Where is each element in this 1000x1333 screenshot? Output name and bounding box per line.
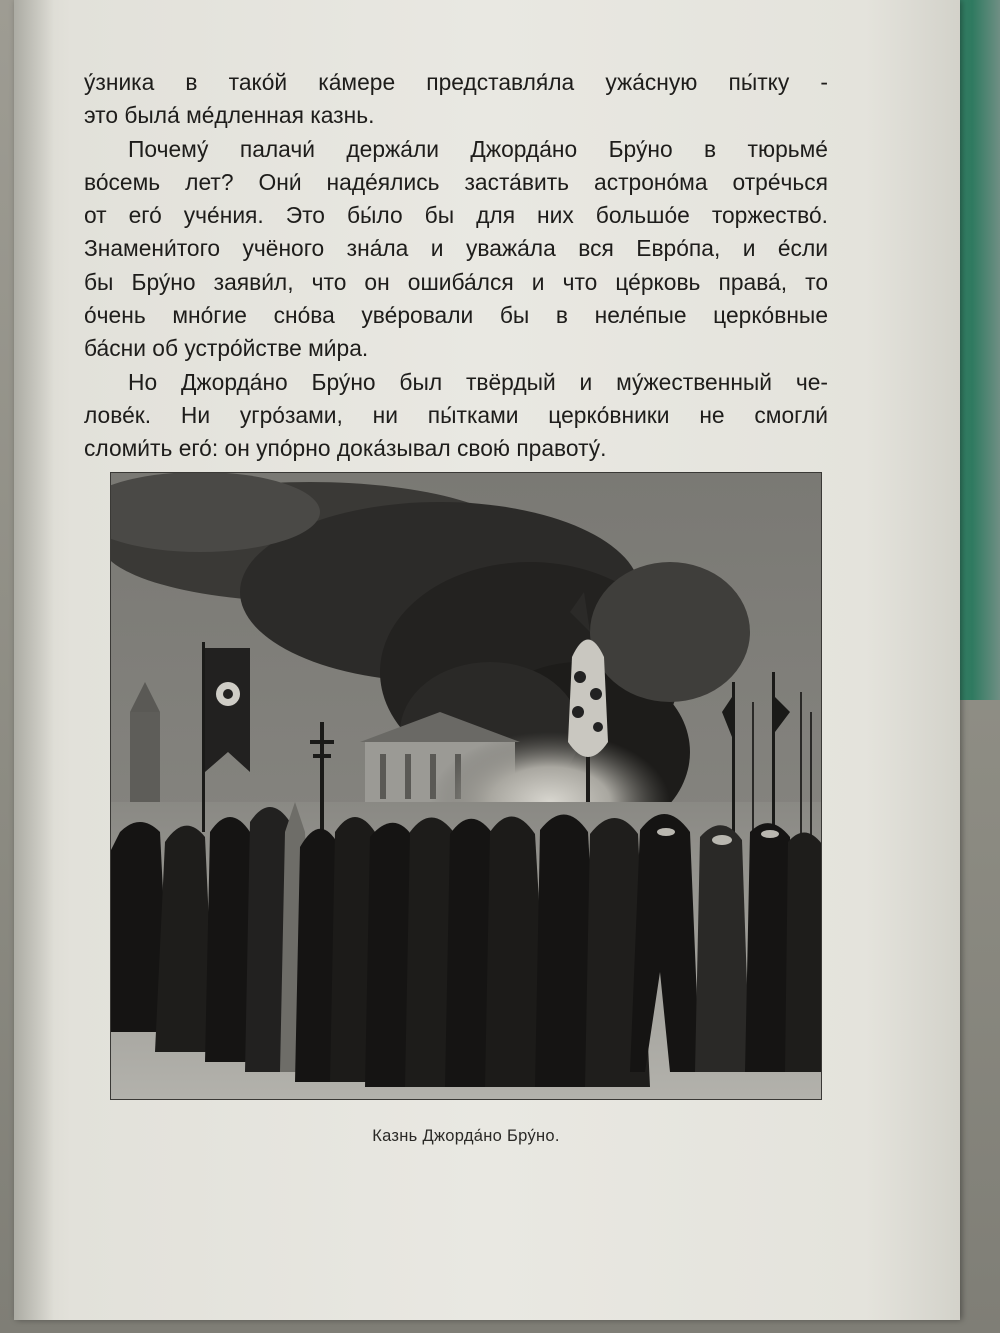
crowd xyxy=(110,802,822,1087)
execution-illustration xyxy=(110,472,822,1100)
text-line: бы Бру́но заяви́л, что он ошиба́лся и что це́рковь права́, то xyxy=(84,268,828,295)
text-line: лове́к. Ни угро́зами, ни пы́тками церко́вники не смогли́ xyxy=(84,401,828,428)
text-line: о́чень мно́гие сно́ва уве́ровали бы в неле́пые церко́вные xyxy=(84,302,828,329)
text-line: у́зника в тако́й ка́мере представля́ла ужа́сную пы́тку - xyxy=(84,69,828,95)
text-line: во́семь лет? Они́ наде́ялись заста́вить астроно́ма отре́чься xyxy=(84,168,828,195)
page-gutter-shadow xyxy=(14,0,54,1320)
body-text xyxy=(84,66,828,466)
text-line: от его́ уче́ния. Это бы́ло бы для них большо́е торжество́. xyxy=(84,202,828,229)
text-line: Почему́ палачи́ держа́ли Джорда́но Бру́но в тюрьме́ xyxy=(128,135,828,162)
illustration-caption: Казнь Джорда́но Бру́но. xyxy=(372,1127,560,1145)
text-line: ба́сни об устро́йстве ми́ра. xyxy=(84,335,369,362)
text-line: сломи́ть его́: он упо́рно дока́зывал свою́ правоту́. xyxy=(84,435,607,462)
text-line: Знамени́того учёного зна́ла и уважа́ла вся Евро́па, и е́сли xyxy=(84,235,828,262)
text-line: Но Джорда́но Бру́но был твёрдый и му́жественный че- xyxy=(128,368,828,395)
text-line: это была́ ме́дленная казнь. xyxy=(84,102,375,129)
